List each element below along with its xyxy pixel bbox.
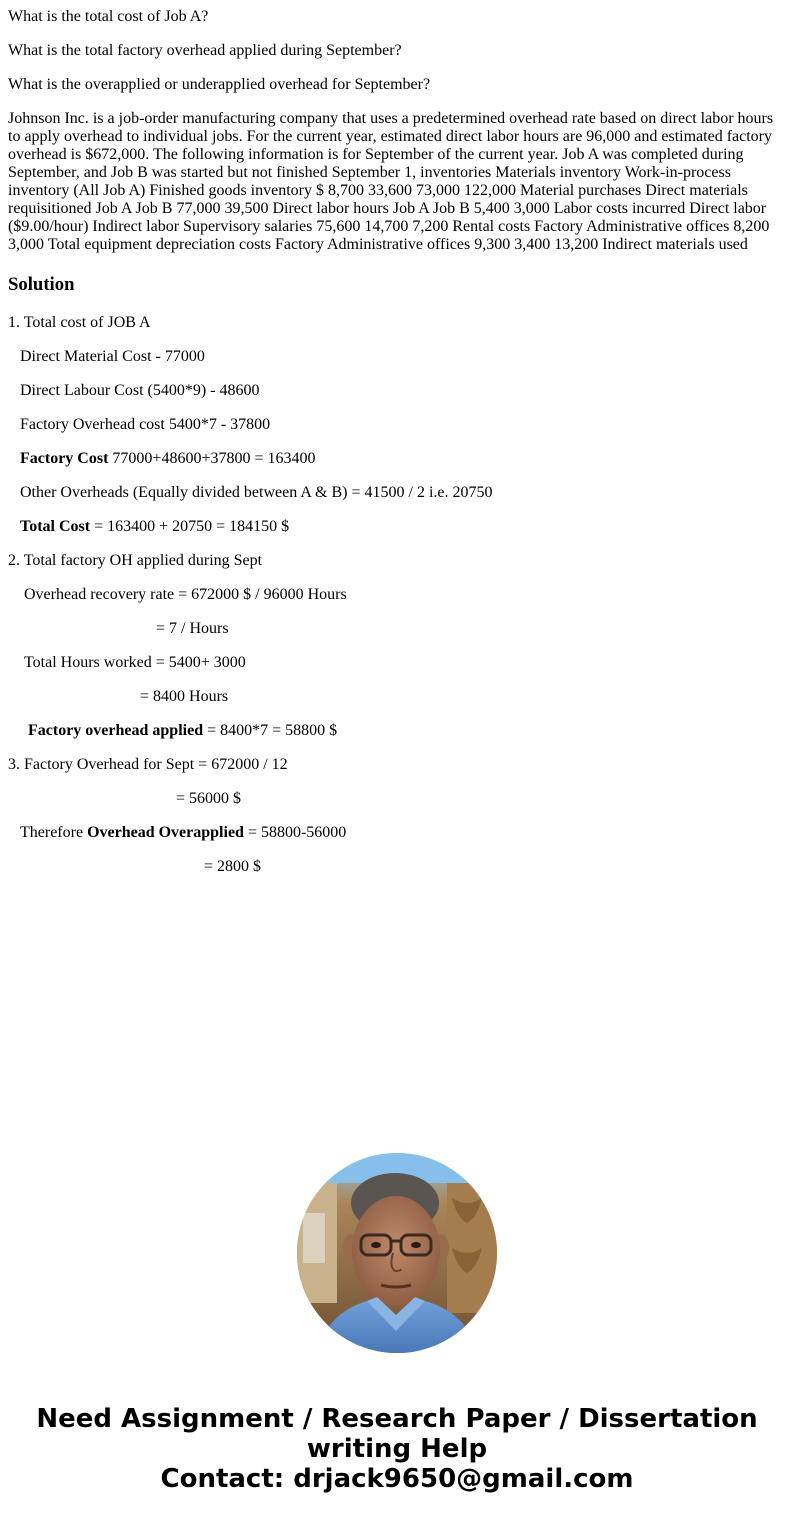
s2-title: 2. Total factory OH applied during Sept	[8, 552, 263, 569]
question-2: What is the total factory overhead applied during September?	[8, 42, 402, 59]
s1-factory-cost	[8, 450, 786, 468]
s3-overapplied-value: = 58800-56000	[243, 824, 347, 841]
s1-total-cost-label: Total Cost	[20, 518, 91, 535]
s1-factory-overhead: Factory Overhead cost 5400*7 - 37800	[20, 416, 271, 433]
s3-overapplied	[8, 824, 786, 842]
s2-foa-value: = 8400*7 = 58800 $	[203, 722, 338, 739]
solution-heading: Solution	[8, 274, 75, 295]
s1-direct-material: Direct Material Cost - 77000	[20, 348, 205, 365]
s2-factory-overhead-applied	[8, 722, 786, 740]
s1-factory-cost-label: Factory Cost	[20, 450, 109, 467]
s2-total-hours: Total Hours worked = 5400+ 3000	[24, 654, 246, 671]
problem-statement: Johnson Inc. is a job-order manufacturing company that uses a predetermined overhead rate based on direct labor hours to apply overhead to individual jobs. For the current year, estimated direct labor hours are 96,000 and estimated factory overhead is $672,000. The following information is for September of the current year. Job A was completed during September, and Job B was started but not finished September 1, inventories Materials inventory Work-in-process inventory (All Job A) Finished goods inventory $ 8,700 33,600 73,000 122,000 Material purchases Direct materials requisitioned Job A Job B 77,000 39,500 Direct labor hours Job A Job B 5,400 3,000 Labor costs incurred Direct labor ($9.00/hour) Indirect labor Supervisory salaries 75,600 14,700 7,200 Rental costs Factory Administrative offices 8,200 3,000 Total equipment depreciation costs Factory Administrative offices 9,300 3,400 13,200 Indirect materials used	[8, 110, 774, 253]
question-3: What is the overapplied or underapplied overhead for September?	[8, 76, 431, 93]
s3-overapplied-label: Overhead Overapplied	[87, 824, 244, 841]
s1-title: 1. Total cost of JOB A	[8, 314, 151, 331]
s3-title: 3. Factory Overhead for Sept = 672000 / 12	[8, 756, 288, 773]
s2-recovery-rate: Overhead recovery rate = 672000 $ / 96000 Hours	[24, 586, 347, 603]
s3-result: = 56000 $	[176, 790, 242, 807]
s3-therefore: Therefore	[20, 824, 88, 841]
footer-promo	[0, 1404, 794, 1494]
s1-factory-cost-value: 77000+48600+37800 = 163400	[108, 450, 316, 467]
footer-line-1: Need Assignment / Research Paper / Dissertation	[36, 1404, 758, 1434]
s1-direct-labour: Direct Labour Cost (5400*9) - 48600	[20, 382, 260, 399]
author-portrait-image	[297, 1153, 497, 1353]
s1-total-cost	[8, 518, 786, 536]
footer-line-2: writing Help	[306, 1434, 488, 1464]
s1-total-cost-value: = 163400 + 20750 = 184150 $	[90, 518, 290, 535]
s2-total-hours-result: = 8400 Hours	[140, 688, 229, 705]
footer-contact: Contact: drjack9650@gmail.com	[160, 1464, 634, 1494]
question-1: What is the total cost of Job A?	[8, 8, 209, 25]
author-avatar	[297, 1153, 497, 1353]
s1-other-overheads: Other Overheads (Equally divided between A & B) = 41500 / 2 i.e. 20750	[20, 484, 493, 501]
s3-final: = 2800 $	[204, 858, 262, 875]
s2-foa-label: Factory overhead applied	[28, 722, 204, 739]
s2-recovery-rate-result: = 7 / Hours	[156, 620, 229, 637]
